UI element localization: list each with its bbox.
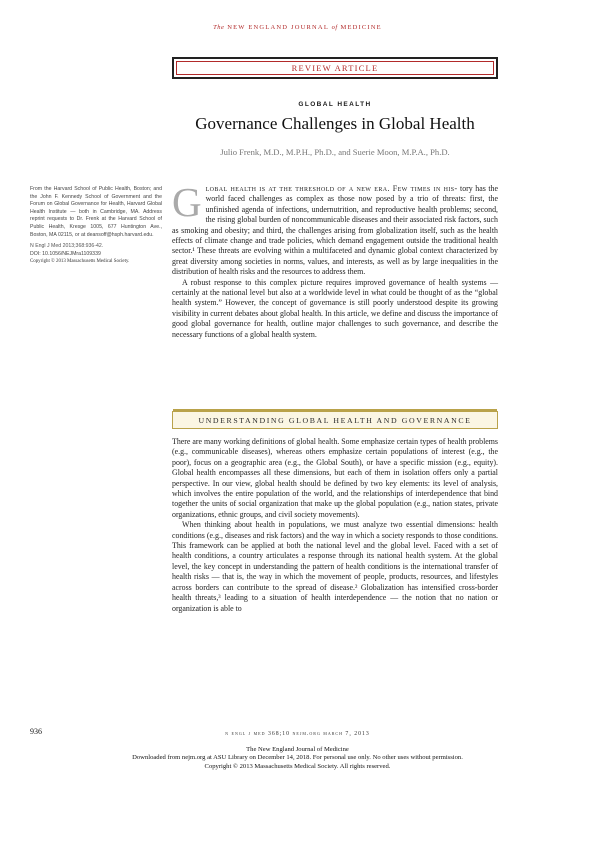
download-notice: [0, 746, 595, 771]
journal-header-the: The: [213, 24, 225, 31]
section-paragraph-2: When thinking about health in populations, we must analyze two essential dimensions: health conditions (e.g., diseases and risk factors) and the way in which a society responds to those conditions. This framework can be applied at both the national level and the global level. Faced with a set of health conditions, a country articulates a response through its national health system. At the global level, the key concept in understanding the pattern of health conditions is the international transfer of health risks — that is, the way in which the movement of people, products, resources, and lifestyles across borders can contribute to the spread of disease.² Globalization has intensified cross-border health threats,³ leading to a situation of health interdependence — the notion that no nation or organization is able to: [172, 520, 498, 613]
journal-header-name-b: MEDICINE: [340, 24, 382, 31]
section-kicker: GLOBAL HEALTH: [298, 101, 372, 108]
download-notice-line-1: The New England Journal of Medicine: [246, 746, 349, 753]
section-heading: UNDERSTANDING GLOBAL HEALTH AND GOVERNANCE: [198, 415, 472, 425]
article-type-label: REVIEW ARTICLE: [291, 63, 379, 73]
doi-text: DOI: 10.1056/NEJMra1109339: [30, 250, 101, 257]
article-type-box: [172, 57, 498, 79]
section-heading-rule: [173, 409, 497, 411]
intro-paragraph-1: [172, 179, 498, 278]
intro-paragraph-1-rest: tory has the world faced challenges as complex as those now posed by a trio of threats: first, the unfinished agenda of infections, undernutrition, and reproductive health problems; second, the rising global burden of noncommunicable diseases and their associated risk factors, such as smoking and obesity; and third, the challenges arising from globalization itself, such as the health effects of climate change and trade policies, which demand engagement outside the traditional health sector.¹ These threats are evolving within a multifaceted and dynamic global context characterized by great diversity among societies in norms, values, and interests, as well as by large inequalities in the distribution of health risks and the resources to address them.: [172, 184, 498, 277]
page-number: 936: [30, 727, 42, 736]
intro-lead-caps: lobal health is at the threshold of a new era. Few times in his-: [205, 184, 458, 193]
journal-running-header: [0, 24, 595, 31]
drop-cap: G: [172, 179, 202, 225]
author-affiliation-sidebar: [30, 186, 162, 266]
download-notice-line-3: Copyright © 2013 Massachusetts Medical Society. All rights reserved.: [204, 762, 391, 770]
article-title: Governance Challenges in Global Health: [195, 114, 475, 133]
footer-citation: n engl j med 368;10 nejm.org march 7, 2013: [225, 731, 370, 737]
section-paragraph-1: There are many working definitions of global health. Some emphasize certain types of health problems (e.g., communicable diseases), whereas others emphasize certain populations of interest (e.g., the poor), focus on a geographic area (e.g., the Global South), or have a specific mission (e.g., equity). Global health encompasses all these dimensions, but each of them in isolation offers only a partial perspective. In our view, global health should be defined by two key elements: its level of analysis, which involves the entire population of the world, and the relationships of interdependence that bind together the units of social organization that make up the global population (e.g., nation states, private organizations, ethnic groups, and civil society movements).: [172, 437, 498, 519]
intro-paragraph-2: A robust response to this complex picture requires improved governance of health systems — certainly at the national level but also at a worldwide level in what could be thought of as the “global health system.” However, the concept of governance is still poorly understood despite its growing visibility in current debates about global health. In this article, we define and discuss the importance of good global governance for health, outline major challenges to such governance, and describe the necessary functions of a global health system.: [172, 277, 498, 339]
sidebar-copyright: Copyright © 2013 Massachusetts Medical Society.: [30, 259, 130, 265]
section-heading-box: [172, 411, 498, 429]
journal-header-of: of: [331, 24, 338, 31]
citation-text: N Engl J Med 2013;368:936-42.: [30, 243, 104, 250]
journal-header-name-a: NEW ENGLAND JOURNAL: [227, 24, 329, 31]
download-notice-line-2: Downloaded from nejm.org at ASU Library on December 14, 2018. For personal use only. No other uses without permission.: [132, 754, 463, 762]
affiliation-text: From the Harvard School of Public Health, Boston; and the John F. Kennedy School of Government and the Forum on Global Governance for Health, Harvard Global Health Institute — both in Cambridge, MA. Address reprint requests to Dr. Frenk at the Harvard School of Public Health, Kresge 1005, 677 Huntington Ave., Boston, MA 02115, or at deansoff@hsph.harvard.edu.: [30, 186, 162, 238]
intro-body: [172, 179, 498, 340]
article-authors: Julio Frenk, M.D., M.P.H., Ph.D., and Suerie Moon, M.P.A., Ph.D.: [220, 147, 450, 157]
section-body: [172, 437, 498, 614]
